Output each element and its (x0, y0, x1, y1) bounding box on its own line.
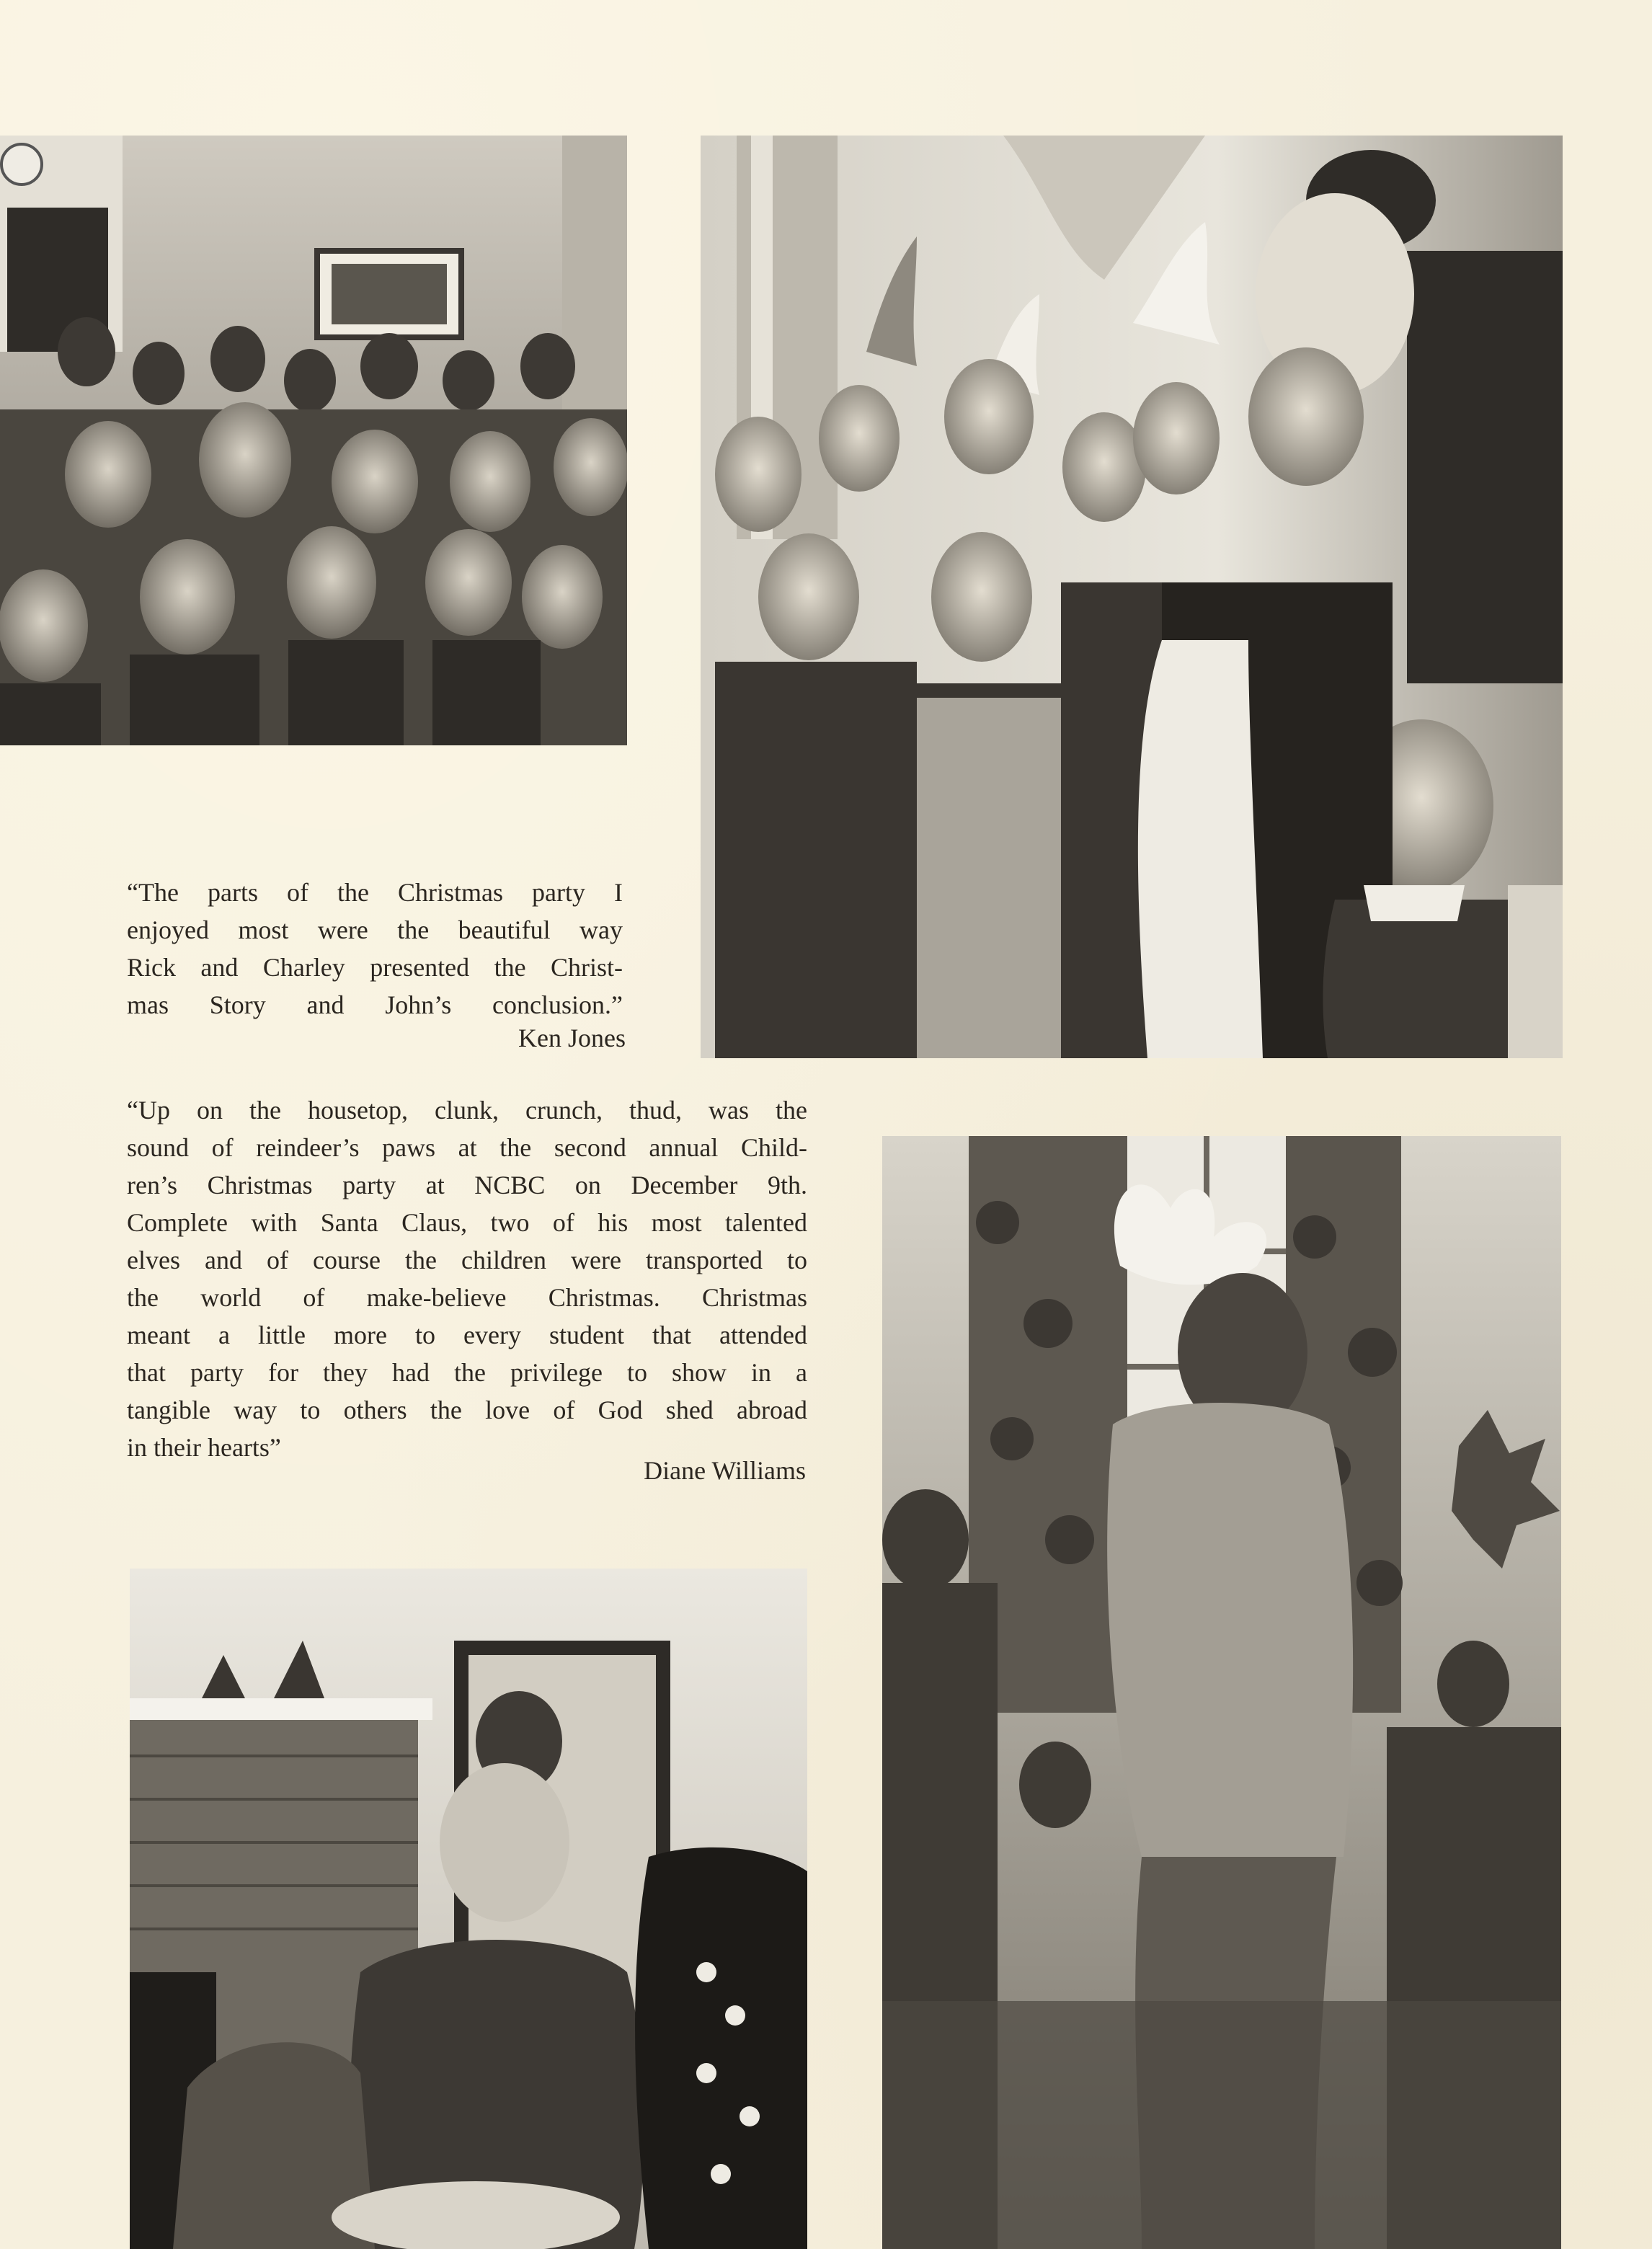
attribution-diane-williams: Diane Williams (644, 1456, 806, 1485)
fireplace-party-photo-image (130, 1569, 807, 2249)
quote-line: that party for they had the privilege to show in a (127, 1358, 807, 1387)
fireplace-party-photo (130, 1569, 807, 2249)
quote-line: sound of reindeer’s paws at the second annual Child- (127, 1133, 807, 1162)
quote-line: mas Story and John’s conclusion.” (127, 990, 623, 1019)
quote-line: elves and of course the children were transported to (127, 1246, 807, 1274)
quote-line: ren’s Christmas party at NCBC on December 9th. (127, 1171, 807, 1199)
quote-diane-williams (127, 1091, 807, 1466)
quote-ken-jones (127, 874, 623, 1024)
quote-line: Complete with Santa Claus, two of his most talented (127, 1208, 807, 1237)
reindeer-costume-photo-image (882, 1136, 1561, 2249)
quote-line: “Up on the housetop, clunk, crunch, thud, was the (127, 1096, 807, 1124)
reindeer-costume-photo (882, 1136, 1561, 2249)
quote-line: Rick and Charley presented the Christ- (127, 953, 623, 982)
quote-line: meant a little more to every student that attended (127, 1321, 807, 1349)
quote-line: enjoyed most were the beautiful way (127, 915, 623, 944)
children-on-stage-photo (701, 136, 1563, 1058)
quote-line: tangible way to others the love of God shed abroad (127, 1396, 807, 1424)
audience-photo-image (0, 136, 627, 745)
quote-line: in their hearts” (127, 1433, 281, 1462)
audience-photo (0, 136, 627, 745)
attribution-ken-jones: Ken Jones (518, 1024, 626, 1052)
children-on-stage-photo-image (701, 136, 1563, 1058)
quote-line: the world of make-believe Christmas. Christmas (127, 1283, 807, 1312)
quote-line: “The parts of the Christmas party I (127, 878, 623, 907)
